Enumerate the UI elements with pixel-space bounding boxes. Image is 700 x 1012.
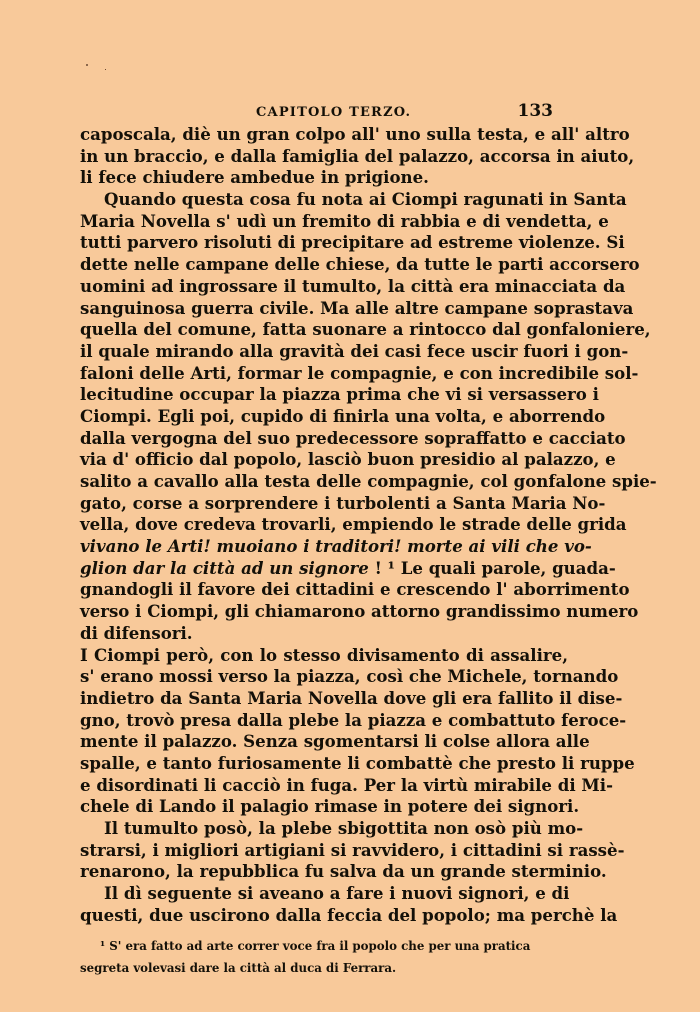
paper-speck — [86, 64, 88, 66]
footnote — [80, 935, 568, 979]
text-line: gato, corse a sorprendere i turbolenti a Santa Maria No- — [80, 492, 606, 513]
text-line: Il tumulto posò, la plebe sbigottita non osò più mo- — [104, 818, 584, 838]
text-line: uomini ad ingrossare il tumulto, la città era minacciata da — [80, 275, 626, 296]
text-line: mente il palazzo. Senza sgomentarsi li colse allora alle — [80, 731, 590, 752]
italic-phrase: glion dar la città ad un signore — [80, 557, 369, 578]
text-line: dette nelle campane delle chiese, da tutte le parti accorsero — [80, 254, 640, 275]
footnote-line: segreta volevasi dare la città al duca di Ferrara. — [80, 961, 397, 975]
text-line: s' erano mossi verso la piazza, così che Michele, tornando — [80, 666, 619, 687]
text-line: spalle, e tanto furiosamente li combattè che presto li ruppe — [80, 752, 635, 773]
text-line: sanguinosa guerra civile. Ma alle altre campane soprastava — [80, 297, 634, 318]
text-line: verso i Ciompi, gli chiamarono attorno grandissimo numero — [80, 601, 639, 622]
text-line: tutti parvero risoluti di precipitare ad estreme violenze. Si — [80, 232, 625, 253]
text-line: questi, due uscirono dalla feccia del popolo; ma perchè la — [80, 904, 618, 925]
text-line: dalla vergogna del suo predecessore sopraffatto e cacciato — [80, 427, 626, 448]
text-line: quella del comune, fatta suonare a rintocco dal gonfaloniere, — [80, 319, 651, 340]
running-head: CAPITOLO TERZO. — [256, 105, 412, 120]
text-line: indietro da Santa Maria Novella dove gli era fallito il dise- — [80, 687, 623, 708]
text-line: di difensori. — [80, 622, 193, 643]
text-line: lecitudine occupar la piazza prima che vi si versassero i — [80, 384, 599, 405]
page-number: 133 — [517, 101, 553, 121]
mixed-text-line — [80, 557, 616, 580]
text-line: salito a cavallo alla testa delle compagnie, col gonfalone spie- — [80, 471, 657, 491]
text-phrase: ! ¹ Le quali parole, guada- — [368, 557, 616, 578]
text-line: li fece chiudere ambedue in prigione. — [80, 167, 429, 188]
paper-speck — [105, 69, 106, 70]
footnote-line: ¹ S' era fatto ad arte correr voce fra il popolo che per una pratica — [100, 939, 531, 953]
text-line: renarono, la repubblica fu salva da un grande sterminio. — [80, 861, 607, 882]
text-line: e disordinati li cacciò in fuga. Per la virtù mirabile di Mi- — [80, 774, 613, 795]
text-line: chele di Lando il palagio rimase in potere dei signori. — [80, 796, 580, 817]
text-line: gnandogli il favore dei cittadini e crescendo l' aborrimento — [80, 579, 630, 600]
text-line: in un braccio, e dalla famiglia del palazzo, accorsa in aiuto, — [80, 145, 635, 166]
body-text — [80, 124, 657, 926]
page-header — [80, 101, 555, 123]
text-line: Quando questa cosa fu nota ai Ciompi ragunati in Santa — [104, 189, 627, 210]
text-line: via d' officio dal popolo, lasciò buon presidio al palazzo, e — [80, 449, 616, 470]
text-line: Maria Novella s' udì un fremito di rabbia e di vendetta, e — [80, 210, 609, 231]
text-line: gno, trovò presa dalla plebe la piazza e combattuto feroce- — [80, 709, 627, 730]
text-line: Il dì seguente si aveano a fare i nuovi signori, e di — [104, 883, 570, 904]
text-line: caposcala, diè un gran colpo all' uno sulla testa, e all' altro — [80, 124, 630, 144]
text-line: faloni delle Arti, formar le compagnie, e con incredibile sol- — [80, 362, 639, 383]
text-line: il quale mirando alla gravità dei casi fece uscir fuori i gon- — [80, 340, 629, 361]
text-line: strarsi, i migliori artigiani si ravvidero, i cittadini si rassè- — [80, 839, 625, 860]
text-line: Ciompi. Egli poi, cupido di finirla una volta, e aborrendo — [80, 405, 606, 426]
text-line: I Ciompi però, con lo stesso divisamento di assalire, — [80, 644, 568, 665]
italic-text-line: vivano le Arti! muoiano i traditori! morte ai vili che vo- — [80, 536, 592, 557]
text-line: vella, dove credeva trovarli, empiendo le strade delle grida — [80, 514, 627, 535]
